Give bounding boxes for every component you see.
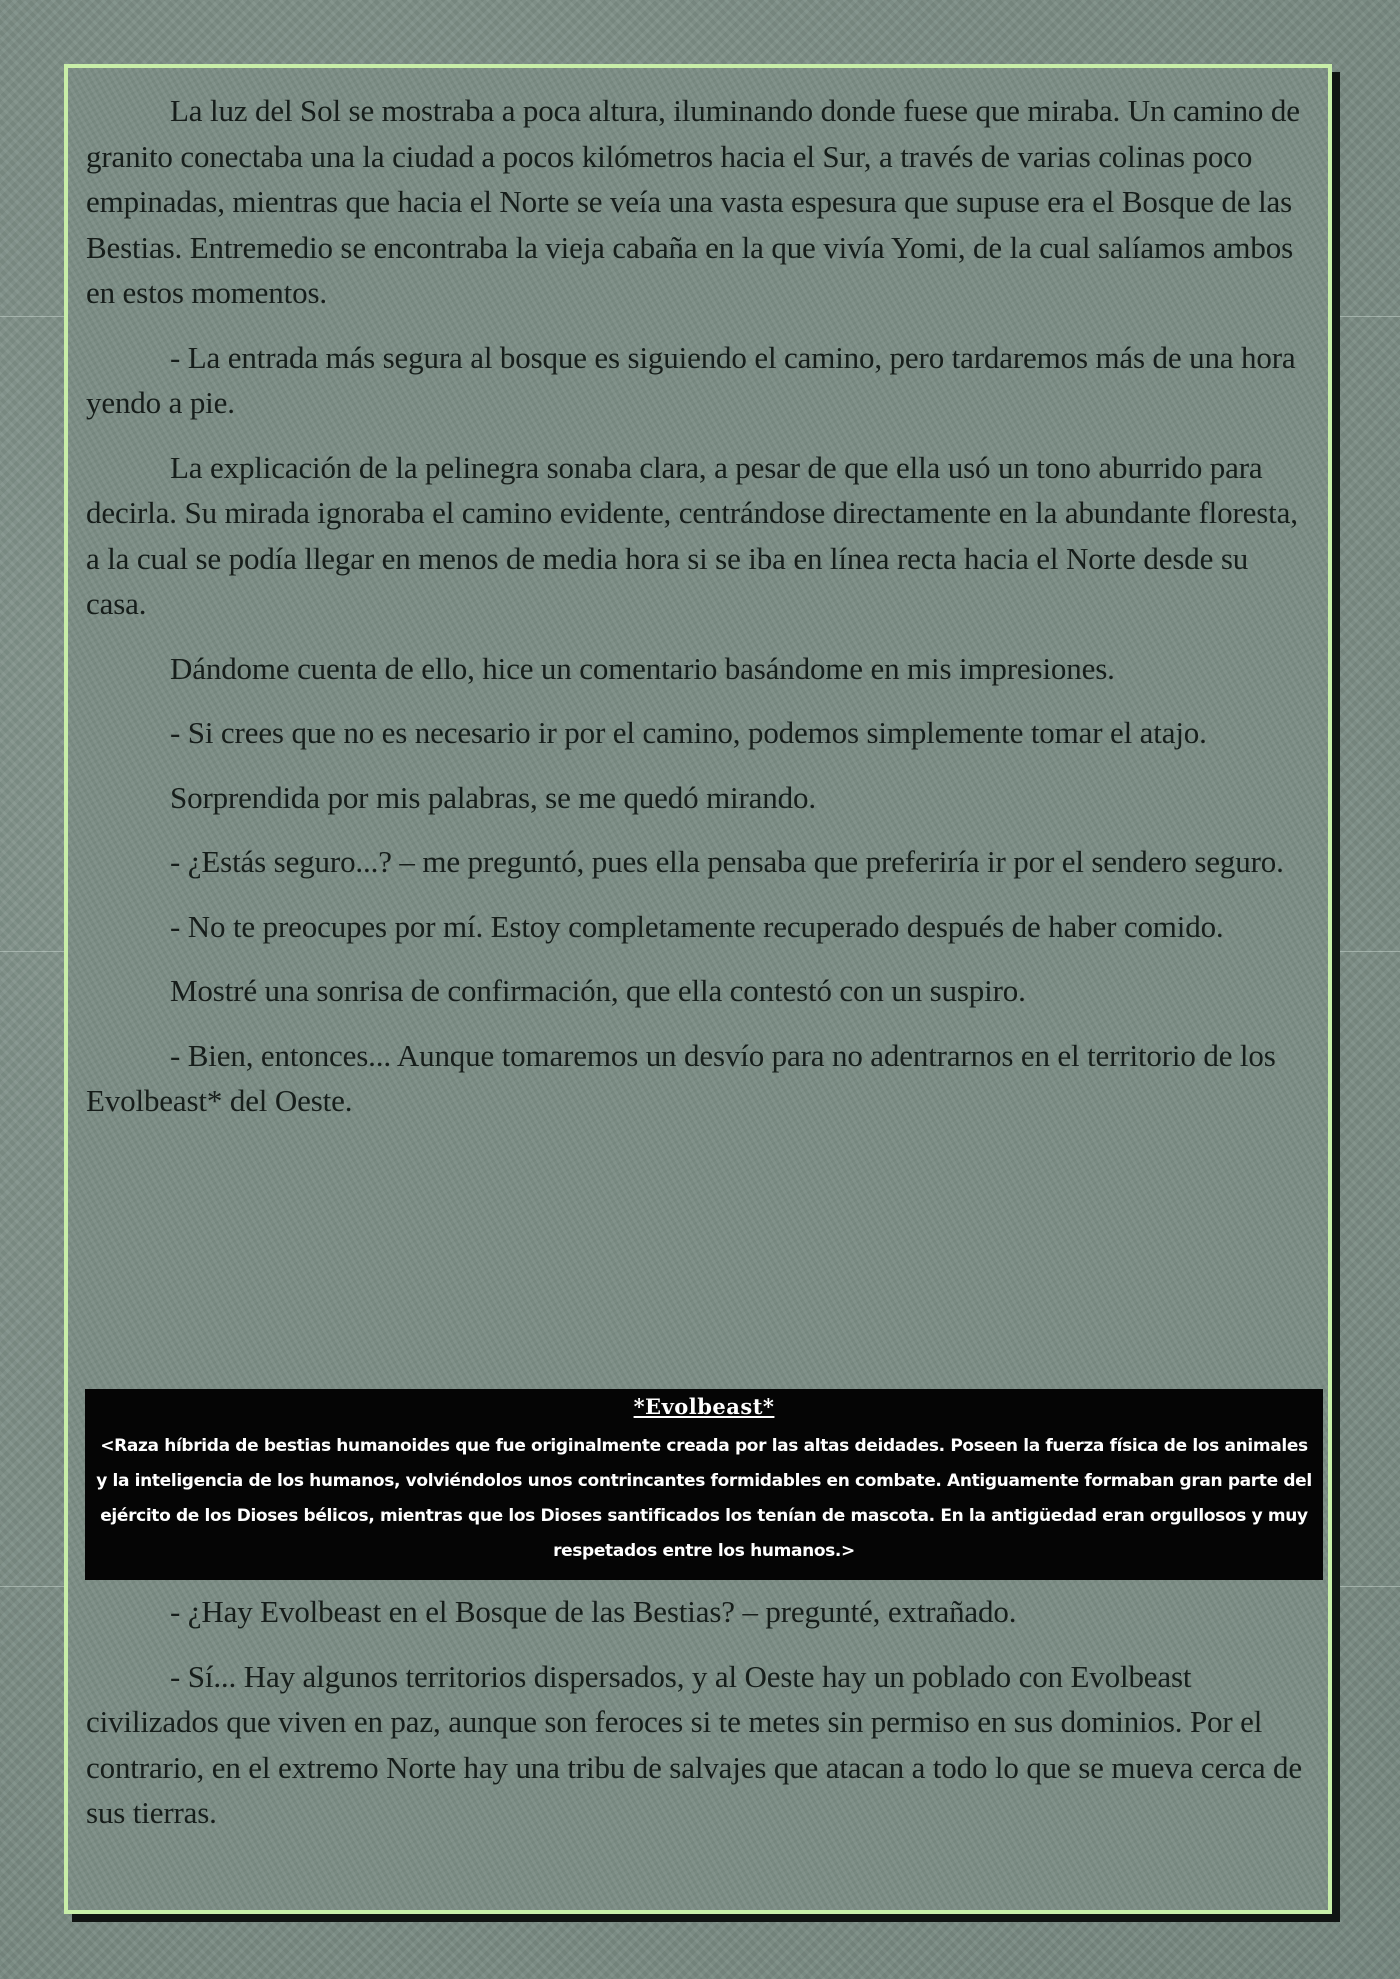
footnote-body: <Raza híbrida de bestias humanoides que fue originalmente creada por las altas deidades. Poseen la fuerza física de los animales y la inteligencia de los humanos, volviéndolos unos contrincantes formidables en combate. Antiguamente formaban gran parte del ejército de los Dioses bélicos, mientras que los Dioses santificados los tenían de mascota. En la antigüedad eran orgullosos y muy respetados entre los humanos.>	[96, 1436, 1312, 1561]
paragraph: Mostré una sonrisa de confirmación, que ella contestó con un suspiro.	[170, 973, 1026, 1008]
paragraph: Dándome cuenta de ello, hice un comentario basándome en mis impresiones.	[170, 650, 1115, 686]
paragraph: - Sí... Hay algunos territorios dispersados, y al Oeste hay un poblado con Evolbeast civilizados que viven en paz, aunque son feroces si te metes sin permiso en sus dominios. Por el contrario, en el extremo Norte hay una tribu de salvajes que atacan a todo lo que se mueva cerca de sus tierras.	[86, 1658, 1303, 1830]
paragraph: - ¿Hay Evolbeast en el Bosque de las Bestias? – pregunté, extrañado.	[170, 1594, 1017, 1629]
paragraph: - ¿Estás seguro...? – me preguntó, pues ella pensaba que preferiría ir por el sendero seguro.	[170, 844, 1284, 879]
footnote-box	[85, 1389, 1323, 1580]
page-frame	[64, 64, 1332, 1914]
story-text-top	[68, 88, 1336, 1143]
paragraph: Sorprendida por mis palabras, se me quedó mirando.	[170, 779, 816, 815]
story-text-bottom	[68, 1589, 1336, 1855]
paragraph: - Si crees que no es necesario ir por el camino, podemos simplemente tomar el atajo.	[170, 715, 1207, 750]
paragraph: - La entrada más segura al bosque es siguiendo el camino, pero tardaremos más de una hora yendo a pie.	[86, 339, 1296, 420]
paragraph: - Bien, entonces... Aunque tomaremos un desvío para no adentrarnos en el territorio de los Evolbeast* del Oeste.	[86, 1037, 1276, 1118]
footnote-title: *Evolbeast*	[633, 1394, 775, 1419]
paragraph: La luz del Sol se mostraba a poca altura, iluminando donde fuese que miraba. Un camino de granito conectaba una la ciudad a pocos kilómetros hacia el Sur, a través de varias colinas poco empinadas, mientras que hacia el Norte se veía una vasta espesura que supuse era el Bosque de las Bestias. Entremedio se encontraba la vieja cabaña en la que vivía Yomi, de la cual salíamos ambos en estos momentos.	[86, 93, 1300, 310]
paragraph: - No te preocupes por mí. Estoy completamente recuperado después de haber comido.	[170, 908, 1224, 944]
paragraph: La explicación de la pelinegra sonaba clara, a pesar de que ella usó un tono aburrido para decirla. Su mirada ignoraba el camino evidente, centrándose directamente en la abundante floresta, a la cual se podía llegar en menos de media hora si se iba en línea recta hacia el Norte desde su casa.	[86, 449, 1298, 621]
